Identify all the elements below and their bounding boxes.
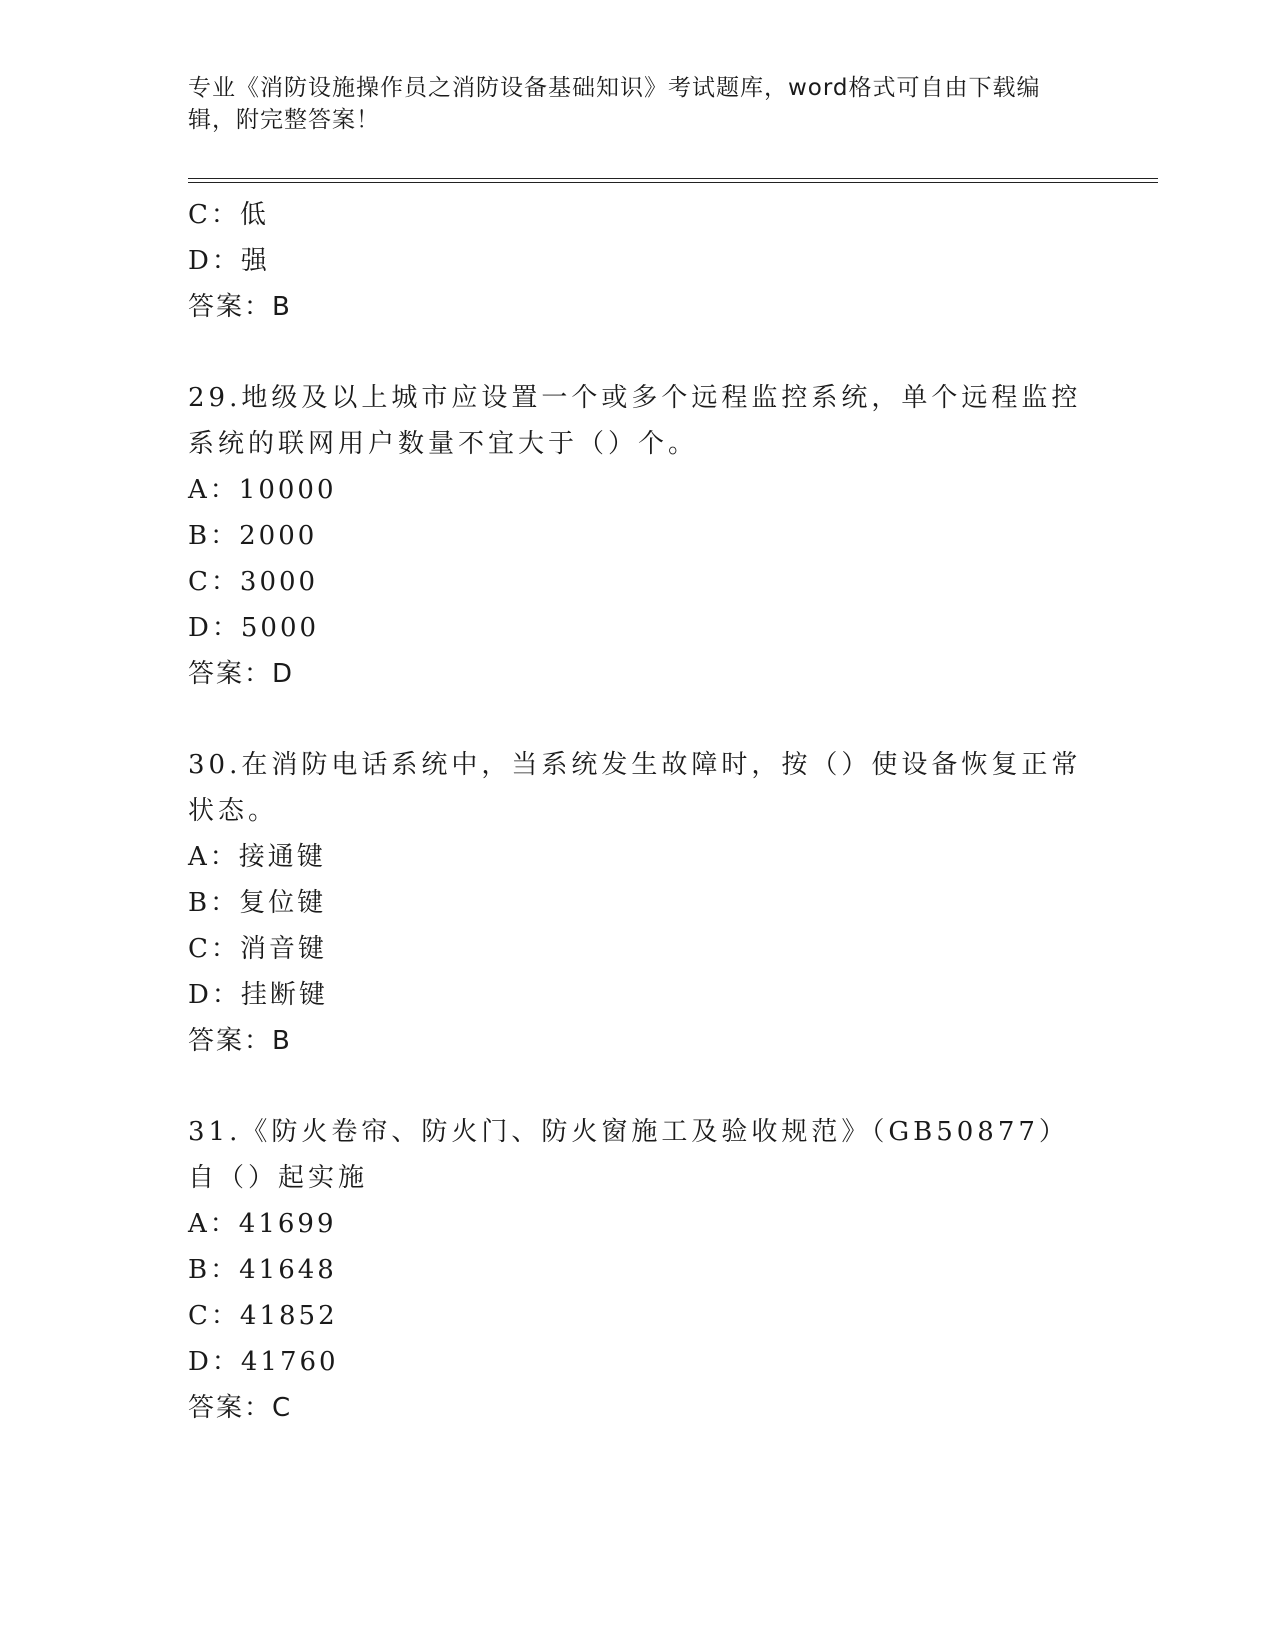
option-d: D：挂断键 bbox=[188, 980, 328, 1010]
option-a: A：接通键 bbox=[188, 842, 326, 872]
page-header: 专业《消防设施操作员之消防设备基础知识》考试题库，word格式可自由下载编辑，附完整答案！ bbox=[188, 75, 1041, 133]
option-d: D：41760 bbox=[188, 1347, 339, 1377]
question-list bbox=[188, 192, 1088, 1431]
question-31 bbox=[188, 1109, 1088, 1431]
answer-line: 答案：C bbox=[188, 1393, 293, 1423]
answer-line: 答案：D bbox=[188, 659, 295, 689]
option-d: D：5000 bbox=[188, 613, 320, 643]
option-a: A：10000 bbox=[188, 475, 337, 505]
answer-line: 答案：B bbox=[188, 1026, 292, 1056]
question-stem: 30.在消防电话系统中，当系统发生故障时，按（）使设备恢复正常状态。 bbox=[188, 750, 1082, 826]
question-30 bbox=[188, 742, 1088, 1064]
option-b: B：41648 bbox=[188, 1255, 337, 1285]
continued-question bbox=[188, 192, 1088, 330]
option-d: D：强 bbox=[188, 246, 270, 276]
option-c: C：低 bbox=[188, 200, 269, 230]
option-b: B：复位键 bbox=[188, 888, 327, 918]
option-c: C：消音键 bbox=[188, 934, 327, 964]
option-c: C：41852 bbox=[188, 1301, 338, 1331]
question-stem: 29.地级及以上城市应设置一个或多个远程监控系统，单个远程监控系统的联网用户数量不宜大于（）个。 bbox=[188, 383, 1082, 459]
option-b: B：2000 bbox=[188, 521, 318, 551]
question-stem: 31.《防火卷帘、防火门、防火窗施工及验收规范》（GB50877）自（）起实施 bbox=[188, 1117, 1069, 1193]
option-a: A：41699 bbox=[188, 1209, 337, 1239]
question-29 bbox=[188, 375, 1088, 697]
header-divider bbox=[188, 178, 1158, 183]
answer-line: 答案：B bbox=[188, 292, 292, 322]
option-c: C：3000 bbox=[188, 567, 319, 597]
